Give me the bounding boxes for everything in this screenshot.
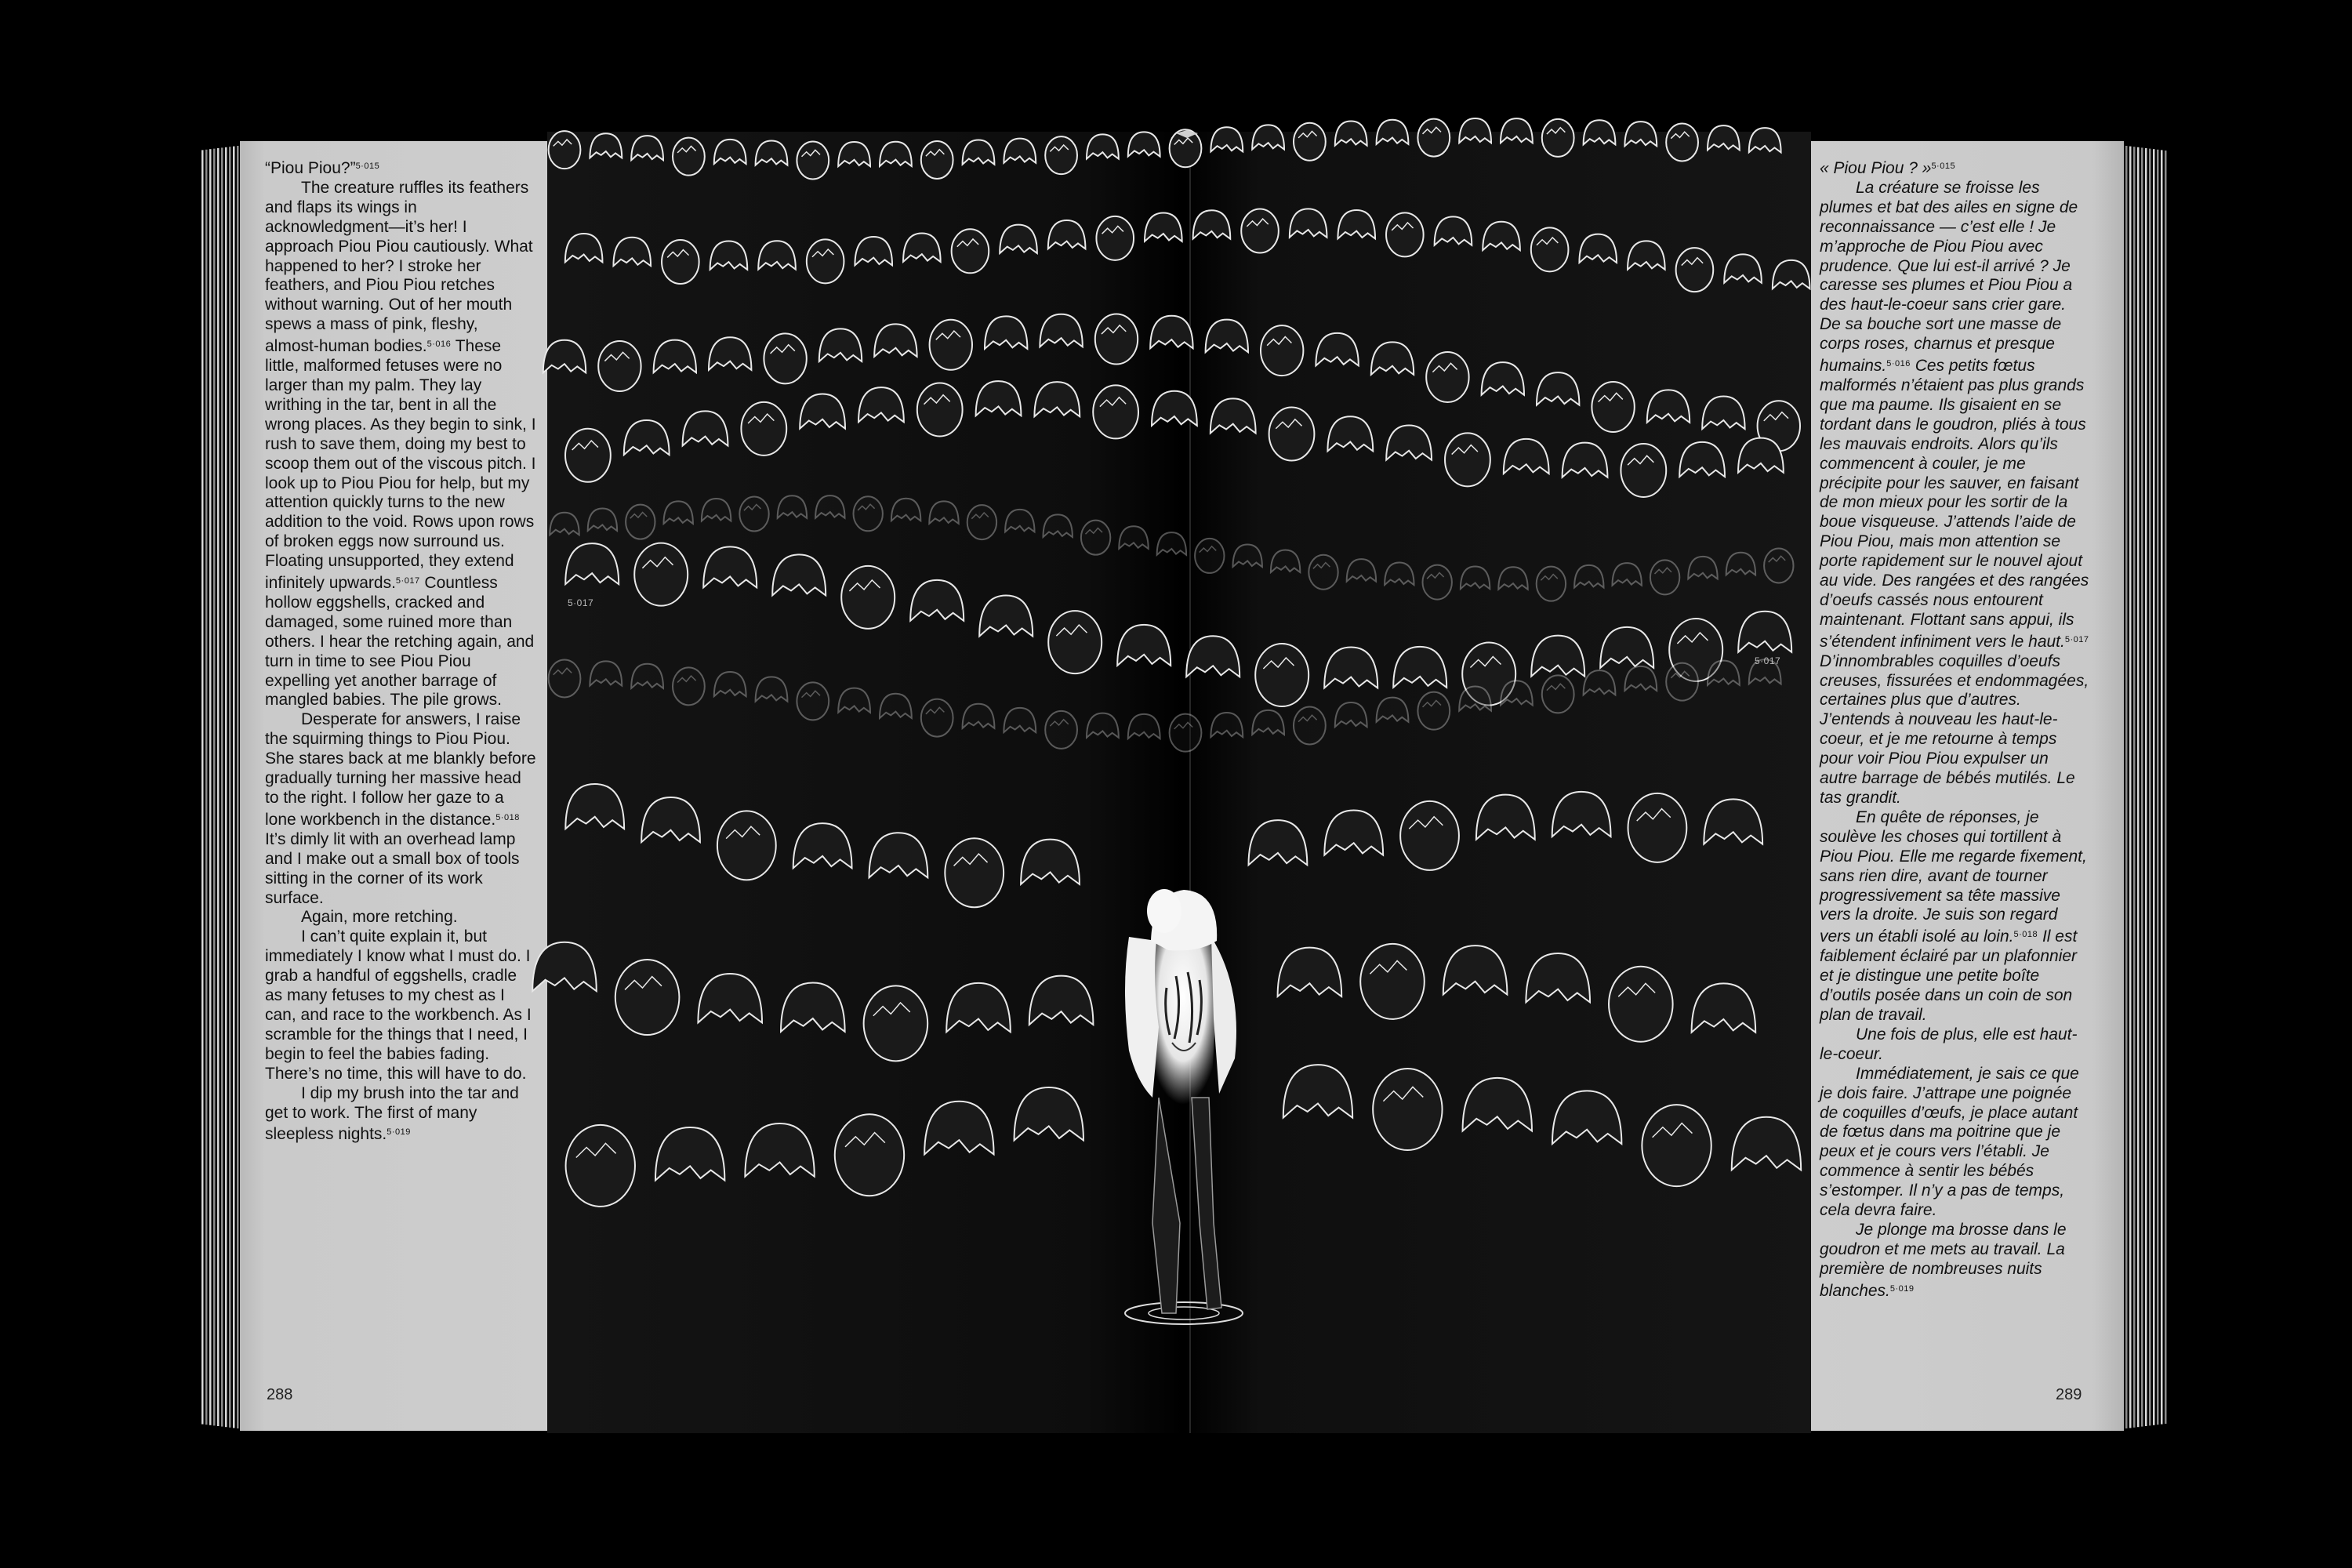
eggshell-drawing — [1294, 706, 1326, 744]
footnote-marker: 5·016 — [426, 339, 452, 350]
eggshell-drawing — [1400, 801, 1459, 870]
page-edge-line — [205, 150, 208, 1425]
eggshell-drawing — [854, 496, 883, 531]
right-page-text — [1820, 157, 2090, 1301]
eggshell-drawing — [1386, 212, 1424, 256]
page-edge-line — [221, 147, 223, 1426]
footnote-marker: 5·015 — [1931, 162, 1956, 171]
eggshell-drawing — [1417, 692, 1450, 730]
page-edge-line — [2153, 149, 2155, 1425]
eggshell-drawing — [566, 1125, 635, 1207]
paragraph — [1820, 808, 2090, 1025]
paragraph-text: The creature ruffles its feathers and flaps its wings in acknowledgment—it’s her! I approach Piou Piou cautiously. What happened to her? I stroke her feathers, and Piou Piou retches without warning. Out of her mouth spews a mass of pink, fleshy, almost-human bodies. — [265, 178, 533, 356]
page-edge-line — [229, 147, 231, 1428]
eggshell-drawing — [1195, 539, 1224, 573]
paragraph — [1820, 179, 2090, 808]
eggshell-drawing — [717, 811, 776, 880]
page-edges-left — [201, 146, 239, 1428]
paragraph-text: Il est faiblement éclairé par un plafonnier et je distingue une petite boîte d’outils posée dans un coin de son plan de travail. — [1820, 927, 2078, 1024]
eggshell-drawing — [1628, 793, 1687, 862]
page-edge-line — [2161, 150, 2163, 1424]
page-edge-line — [2157, 150, 2159, 1425]
page-edge-line — [2125, 146, 2128, 1428]
eggshell-drawing — [739, 497, 768, 532]
paragraph-text: I dip my brush into the tar and get to work. The first of many sleepless nights. — [265, 1083, 519, 1144]
paragraph-text: La créature se froisse les plumes et bat des ailes en signe de reconnaissance — c’est elle ! Je m’approche de Piou Piou avec prudence. Que lui est-il arrivé ? Je caresse ses plumes et Piou Piou a des haut-le-coeur sans crier gare. De sa bouche sort une masse de corps roses, charnus et presque humains. — [1820, 178, 2078, 376]
eggshell-drawing — [1093, 385, 1138, 438]
paragraph — [265, 157, 536, 179]
footnote-marker: 5·016 — [1886, 359, 1911, 369]
eggshell-drawing — [967, 505, 996, 539]
eggshell-drawing — [549, 131, 581, 169]
paragraph-text: Je plonge ma brosse dans le goudron et me mets au travail. La première de nombreuses nuits blanches. — [1820, 1220, 2067, 1300]
eggshell-drawing — [1081, 521, 1110, 555]
eggshell-drawing — [565, 429, 611, 482]
eggshell-drawing — [1373, 1069, 1442, 1150]
page-number-right: 289 — [2056, 1386, 2082, 1403]
page-edges-right — [2125, 146, 2167, 1428]
eggshell-drawing — [1096, 216, 1134, 260]
eggshell-drawing — [764, 333, 806, 383]
eggshell-drawing — [1241, 209, 1279, 252]
page-edge-line — [209, 149, 212, 1425]
page-edge-line — [201, 150, 204, 1424]
footnote-marker: 5·018 — [2013, 930, 2038, 940]
paragraph-text: Again, more retching. — [301, 908, 458, 927]
eggshell-drawing — [673, 138, 705, 176]
eggshell-drawing — [1423, 565, 1452, 600]
paragraph — [1820, 1221, 2090, 1301]
paragraph-text: Desperate for answers, I raise the squirming things to Piou Piou. She stares back at me blankly before gradually turning her massive head to the right. I follow her gaze to a lone workbench in the distance. — [265, 710, 536, 829]
footnote-marker: 5·017 — [395, 576, 420, 586]
paragraph-text: These little, malformed fetuses were no larger than my palm. They lay writhing in the tar, bent in all the wrong places. As they begin to sink, I rush to save them, doing my best to scoop them out of the viscous pitch. I look up to Piou Piou for help, but my attention quickly turns to the new addition to the void. Rows upon rows of broken eggs now surround us. Floating unsupported, they extend infinitely upwards. — [265, 337, 536, 593]
eggshell-drawing — [807, 239, 844, 283]
paragraph-text: Une fois de plus, elle est haut-le-coeur. — [1820, 1025, 2078, 1063]
eggshell-drawing — [835, 1114, 904, 1196]
eggshell-drawing — [1531, 227, 1569, 271]
eggshell-drawing — [1417, 119, 1450, 157]
paragraph-text: « Piou Piou ? » — [1820, 159, 1932, 177]
eggshell-drawing — [634, 543, 688, 606]
paragraph-text: I can’t quite explain it, but immediately I know what I must do. I grab a handful of eggshells, cradle as many fetuses to my chest as I can, and race to the workbench. As I scramble for the things that I need, I begin to feel the babies fading. There’s no time, this will have to do. — [265, 927, 532, 1083]
page-edge-line — [213, 149, 216, 1426]
eggshell-drawing — [598, 341, 641, 391]
paragraph — [265, 179, 536, 710]
footnote-marker: 5·017 — [2064, 634, 2089, 644]
page-edge-line — [233, 147, 235, 1428]
eggshell-drawing — [1592, 382, 1634, 432]
eggshell-drawing — [1542, 675, 1574, 713]
eggshell-drawing — [1445, 433, 1490, 486]
eggshell-drawing — [1666, 663, 1698, 701]
paragraph-text: En quête de réponses, je soulève les choses qui tortillent à Piou Piou. Elle me regarde fixement, sans rien dire, avant de tourner progressivement sa tête massive vers la droite. Je suis son regard vers un établi isolé au loin. — [1820, 808, 2087, 946]
eggshell-drawing — [797, 682, 829, 720]
eggshell-drawing — [952, 229, 989, 273]
paragraph-text: D’innombrables coquilles d’oeufs creuses, fissurées et endommagées, certaines plus que d’autres. J’entends à nouveau les haut-le-coeur, et je me retourne à temps pour voir Piou Piou expulser un autre barrage de bébés mutilés. Le tas grandit. — [1820, 652, 2089, 807]
eggshell-drawing — [1095, 314, 1138, 364]
eggshell-drawing — [1048, 611, 1102, 673]
eggshell-drawing — [1170, 714, 1202, 752]
eggshell-drawing — [864, 985, 928, 1061]
eggshell-drawing — [662, 240, 699, 284]
eggshell-drawing — [1676, 248, 1714, 292]
eggshell-drawing — [741, 402, 786, 456]
paragraph — [265, 927, 536, 1083]
page-edge-line — [217, 148, 220, 1426]
eggshell-drawing — [1294, 123, 1326, 161]
eggshell-drawing — [1308, 555, 1338, 590]
page-edge-line — [2137, 147, 2140, 1427]
eggshell-drawing — [1261, 325, 1303, 376]
page-edge-line — [2165, 151, 2167, 1424]
paragraph-text: “Piou Piou?” — [265, 159, 356, 177]
eggshell-drawing — [1642, 1105, 1711, 1186]
page-edge-line — [225, 147, 227, 1427]
paragraph — [265, 908, 536, 927]
eggshell-drawing — [841, 566, 895, 629]
eggshell-drawing — [1666, 123, 1698, 161]
page-edge-line — [2145, 148, 2147, 1426]
illustration-left-half — [547, 132, 1184, 1433]
eggshell-drawing — [1269, 408, 1315, 461]
eggshell-drawing — [921, 699, 953, 737]
page-edge-line — [2141, 147, 2143, 1426]
eggshell-drawing — [1537, 567, 1566, 601]
eggshell-drawing — [797, 142, 829, 180]
eggshell-drawing — [1650, 560, 1679, 594]
eggshell-drawing — [1542, 119, 1574, 157]
left-page-text — [265, 157, 536, 1145]
eggshell-drawing — [1045, 711, 1077, 749]
eggshell-drawing — [615, 960, 680, 1035]
footnote-marker: 5·015 — [355, 162, 380, 171]
page-edge-line — [237, 146, 239, 1428]
footnote-marker: 5·019 — [1889, 1283, 1915, 1294]
paragraph-text: It’s dimly lit with an overhead lamp and I make out a small box of tools sitting in the corner of its work surface. — [265, 829, 520, 907]
eggshell-drawing — [1764, 548, 1793, 583]
eggshell-drawing — [549, 659, 581, 697]
eggshell-drawing — [1609, 967, 1673, 1042]
footnote-marker: 5·018 — [495, 812, 520, 822]
paragraph-text: Countless hollow eggshells, cracked and damaged, some ruined more than others. I hear the retching again, and turn in time to see Piou Piou expelling yet another barrage of mangled babies. The pile grows. — [265, 574, 535, 710]
eggshell-drawing — [1360, 944, 1425, 1019]
paragraph — [1820, 157, 2090, 179]
eggshell-drawing — [1621, 444, 1666, 497]
eggshell-drawing — [921, 141, 953, 179]
page-number-left: 288 — [267, 1386, 293, 1403]
eggshell-drawing — [945, 838, 1004, 907]
page-edge-line — [2129, 147, 2132, 1428]
eggshell-drawing — [1255, 644, 1308, 706]
eggshell-drawing — [673, 667, 705, 705]
paragraph — [265, 710, 536, 908]
footnote-marker: 5·019 — [387, 1127, 411, 1138]
eggshell-drawing — [626, 505, 655, 539]
paragraph — [265, 1084, 536, 1145]
eggshell-drawing — [917, 383, 963, 436]
paragraph-text: Ces petits fœtus malformés n’étaient pas plus grands que ma paume. Ils gisaient en se tordant dans le goudron, pliés à tous les mauvais endroits. Alors qu’ils commencent à couler, je me précipite pour les sauver, en faisant de mon mieux pour les sortir de la boue visqueuse. J’attends l’aide de Piou Piou, mais mon attention se porte rapidement sur le nouvel ajout au vide. Des rangées et des rangées d’oeufs cassés nous entourent maintenant. Flottant sans appui, ils s’étendent infiniment vers le haut. — [1820, 357, 2089, 651]
eggshell-drawing — [1426, 352, 1468, 402]
paragraph — [1820, 1025, 2090, 1065]
eggshell-drawing — [930, 320, 972, 370]
eggshell-drawing — [1045, 136, 1077, 174]
page-edge-line — [2133, 147, 2136, 1428]
illustration-marker-left: 5·017 — [568, 597, 594, 608]
paragraph-text: Immédiatement, je sais ce que je dois faire. J’attrape une poignée de coquilles d’œufs, je place autant de fœtus dans ma poitrine que je peux et je cours vers l’établi. Je commence à sentir les bébés s’estomper. Il n’y a pas de temps, cela devra faire. — [1820, 1064, 2079, 1220]
paragraph — [1820, 1065, 2090, 1221]
illustration-marker-right: 5·017 — [1755, 655, 1781, 666]
page-edge-line — [2149, 149, 2151, 1426]
